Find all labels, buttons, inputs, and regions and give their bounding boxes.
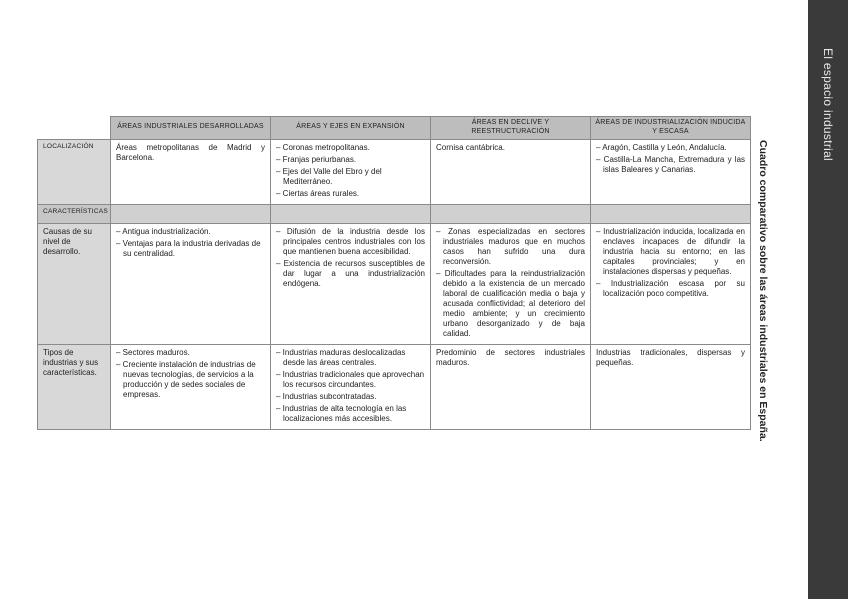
list-item: – Zonas especializadas en sectores industriales maduros que en muchos casos han sufrido una dura reconversión. xyxy=(436,227,585,267)
table-cell xyxy=(111,223,271,344)
list-item: – Ciertas áreas rurales. xyxy=(276,189,425,199)
list-item: – Industrias de alta tecnología en las localizaciones más accesibles. xyxy=(276,404,425,424)
list-item: – Difusión de la industria desde los principales centros industriales con los que mantienen buena accesibilidad. xyxy=(276,227,425,257)
table-cell xyxy=(271,223,431,344)
table-cell xyxy=(271,204,431,223)
list-item: – Ejes del Valle del Ebro y del Mediterráneo. xyxy=(276,167,425,187)
list-item: – Ventajas para la industria derivadas de su centralidad. xyxy=(116,239,265,259)
table-cell xyxy=(271,344,431,429)
table-row xyxy=(38,223,751,344)
table-cell xyxy=(111,204,271,223)
list-item: – Aragón, Castilla y León, Andalucía. xyxy=(596,143,745,153)
column-header: ÁREAS EN DECLIVE Y REESTRUCTURACIÓN xyxy=(431,117,591,140)
list-item: – Antigua industrialización. xyxy=(116,227,265,237)
list-item: – Industrialización inducida, localizada en enclaves incapaces de difundir la industria hacia su entorno; en las capitales provinciales; y en instalaciones dispersas y pequeñas. xyxy=(596,227,745,277)
side-band xyxy=(808,0,848,599)
list-item: – Industrialización escasa por su localización poco competitiva. xyxy=(596,279,745,299)
table-cell: Cornisa cantábrica. xyxy=(431,139,591,204)
column-header: ÁREAS DE INDUSTRIALIZACIÓN INDUCIDA Y ESCASA xyxy=(591,117,751,140)
row-header: CARACTERÍSTICAS xyxy=(38,204,111,223)
table-cell xyxy=(111,344,271,429)
comparison-table xyxy=(37,116,751,430)
section-band-row xyxy=(38,204,751,223)
table-row xyxy=(38,139,751,204)
list-item: – Coronas metropolitanas. xyxy=(276,143,425,153)
row-header: LOCALIZACIÓN xyxy=(38,139,111,204)
list-item: – Franjas periurbanas. xyxy=(276,155,425,165)
list-item: – Castilla-La Mancha, Extremadura y las islas Baleares y Canarias. xyxy=(596,155,745,175)
list-item: – Industrias subcontratadas. xyxy=(276,392,425,402)
list-item: – Industrias tradicionales que aprovechan los recursos circundantes. xyxy=(276,370,425,390)
table-cell xyxy=(431,204,591,223)
header-row xyxy=(38,117,751,140)
chapter-title: El espacio industrial xyxy=(821,48,835,162)
table-cell: Industrias tradicionales, dispersas y pequeñas. xyxy=(591,344,751,429)
table-cell xyxy=(271,139,431,204)
row-header: Causas de su nivel de desarrollo. xyxy=(38,223,111,344)
table-cell xyxy=(431,223,591,344)
corner-cell xyxy=(38,117,111,140)
table-cell: Áreas metropolitanas de Madrid y Barcelona. xyxy=(111,139,271,204)
list-item: – Sectores maduros. xyxy=(116,348,265,358)
column-header: ÁREAS Y EJES EN EXPANSIÓN xyxy=(271,117,431,140)
list-item: – Existencia de recursos susceptibles de dar lugar a una industrialización endógena. xyxy=(276,259,425,289)
list-item: – Dificultades para la reindustrialización debido a la existencia de un mercado laboral de cualificación media o baja y acusada conflictividad; al deterioro del medio ambiente; y un crecimiento urbano desorganizado y de baja calidad. xyxy=(436,269,585,339)
column-header: ÁREAS INDUSTRIALES DESARROLLADAS xyxy=(111,117,271,140)
table-cell xyxy=(591,223,751,344)
table-cell xyxy=(591,204,751,223)
table-caption: Cuadro comparativo sobre las áreas industriales en España. xyxy=(757,140,769,442)
table-row xyxy=(38,344,751,429)
list-item: – Creciente instalación de industrias de nuevas tecnologías, de servicios a la producción y de sedes sociales de empresas. xyxy=(116,360,265,400)
list-item: – Industrias maduras deslocalizadas desde las áreas centrales. xyxy=(276,348,425,368)
row-header: Tipos de industrias y sus características. xyxy=(38,344,111,429)
table-cell: Predominio de sectores industriales maduros. xyxy=(431,344,591,429)
table-cell xyxy=(591,139,751,204)
